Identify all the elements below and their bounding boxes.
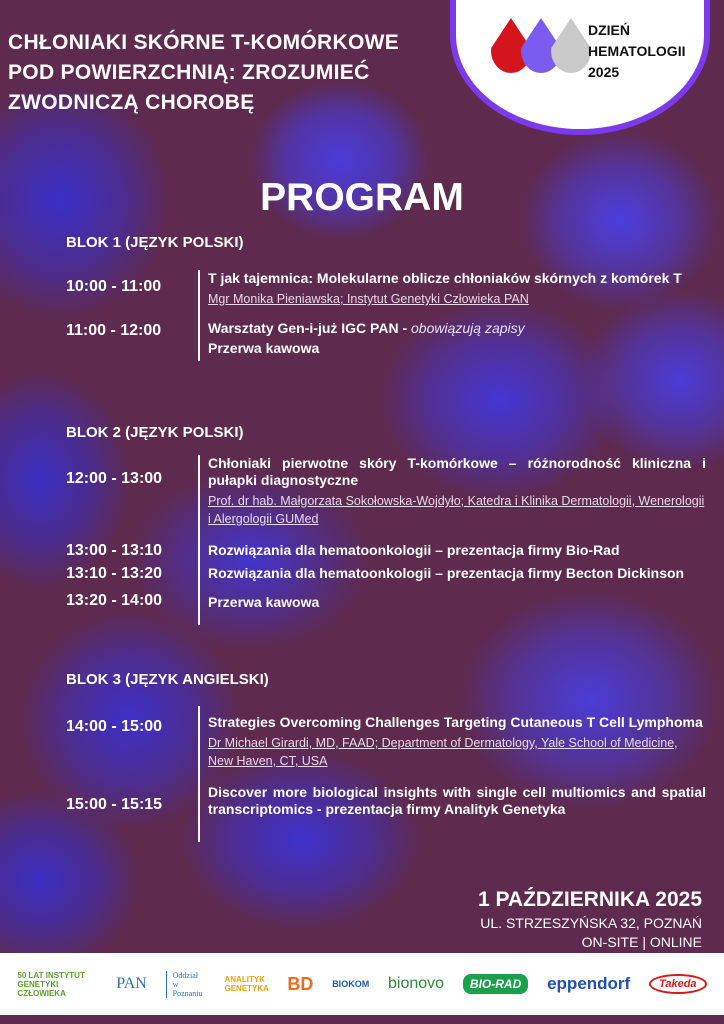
hematology-day-badge <box>450 0 710 135</box>
bd-logo: BD <box>287 973 314 994</box>
time: 13:20 - 14:00 <box>66 592 163 609</box>
session-title: Rozwiązania dla hematoonkologii – prezentacja firmy Bio-Rad <box>208 542 620 558</box>
agenda-item <box>66 536 706 565</box>
agenda-item <box>66 270 706 314</box>
time: 12:00 - 13:00 <box>66 470 163 487</box>
badge-line: DZIEŃ <box>588 22 630 38</box>
event-date: 1 PAŹDZIERNIKA 2025 <box>477 888 702 911</box>
time: 13:10 - 13:20 <box>66 565 163 582</box>
session-title: Chłoniaki pierwotne skóry T-komórkowe – różnorodność kliniczna i pułapki diagnostyczne <box>208 455 706 488</box>
speaker-link[interactable]: Dr Michael Girardi, MD, FAAD; Department of Dermatology, Yale School of Medicine, New Haven, CT, USA <box>208 736 678 768</box>
takeda-logo: Takeda <box>649 974 707 994</box>
sponsor-logos <box>0 953 724 1015</box>
session-title: Przerwa kawowa <box>208 594 320 610</box>
program-heading: PROGRAM <box>260 176 464 219</box>
igc-logo: 50 LAT INSTYTUT GENETYKI CZŁOWIEKA <box>17 970 85 998</box>
analityk-genetyka-logo: ANALITYK GENETYKA <box>224 975 269 993</box>
event-location <box>480 914 702 952</box>
session-title: Strategies Overcoming Challenges Targeting Cutaneous T Cell Lymphoma <box>208 714 703 730</box>
pan-logo: PAN <box>116 975 147 992</box>
block-1 <box>66 270 706 361</box>
block-2-label: BLOK 2 (JĘZYK POLSKI) <box>66 424 244 441</box>
time: 13:00 - 13:10 <box>66 542 163 559</box>
time: 14:00 - 15:00 <box>66 718 163 735</box>
time: 11:00 - 12:00 <box>66 322 162 339</box>
speaker-link[interactable]: Mgr Monika Pieniawska; Instytut Genetyki Człowieka PAN <box>208 292 529 306</box>
block-3 <box>66 706 706 842</box>
block-1-label: BLOK 1 (JĘZYK POLSKI) <box>66 234 244 251</box>
speaker-link[interactable]: Prof. dr hab. Małgorzata Sokołowska-Wojdyło; Katedra i Klinika Dermatologii, Wenerologii i Alergologii GUMed <box>208 494 705 526</box>
session-title: Rozwiązania dla hematoonkologii – prezentacja firmy Becton Dickinson <box>208 565 685 581</box>
registration-note: obowiązują zapisy <box>411 320 525 336</box>
session-title: T jak tajemnica: Molekularne oblicze chłoniaków skórnych z komórek T <box>208 270 682 286</box>
time: 10:00 - 11:00 <box>66 278 162 295</box>
session-title: Warsztaty Gen-i-już IGC PAN - <box>208 320 412 336</box>
address: UL. STRZESZYŃSKA 32, POZNAŃ <box>480 915 702 931</box>
session-title: Discover more biological insights with single cell multiomics and spatial transcriptomics - prezentacja firmy Analityk Genetyka <box>208 784 706 817</box>
block-2 <box>66 455 706 625</box>
biorad-logo: BIO-RAD <box>463 974 528 994</box>
pan-branch-logo: Oddział w Poznaniu <box>166 971 206 998</box>
event-title: CHŁONIAKI SKÓRNE T-KOMÓRKOWE POD POWIERZCHNIĄ: ZROZUMIEĆ ZWODNICZĄ CHOROBĘ <box>8 31 400 114</box>
agenda-item <box>66 455 706 536</box>
agenda-item <box>66 706 706 784</box>
coffee-break: Przerwa kawowa <box>208 340 320 356</box>
attendance-mode: ON-SITE | ONLINE <box>581 934 702 950</box>
agenda-item <box>66 784 706 842</box>
time: 15:00 - 15:15 <box>66 796 163 813</box>
badge-line: HEMATOLOGII <box>588 43 686 59</box>
badge-line: 2025 <box>588 64 620 80</box>
bionovo-logo: bionovo <box>388 975 445 992</box>
biokom-logo: BIOKOM <box>332 979 370 989</box>
agenda-item <box>66 314 706 361</box>
block-3-label: BLOK 3 (JĘZYK ANGIELSKI) <box>66 671 269 688</box>
eppendorf-logo: eppendorf <box>547 974 631 993</box>
agenda-item <box>66 588 706 625</box>
agenda-item <box>66 565 706 588</box>
blood-drops-logo <box>491 18 581 73</box>
drop-icon <box>551 18 591 73</box>
